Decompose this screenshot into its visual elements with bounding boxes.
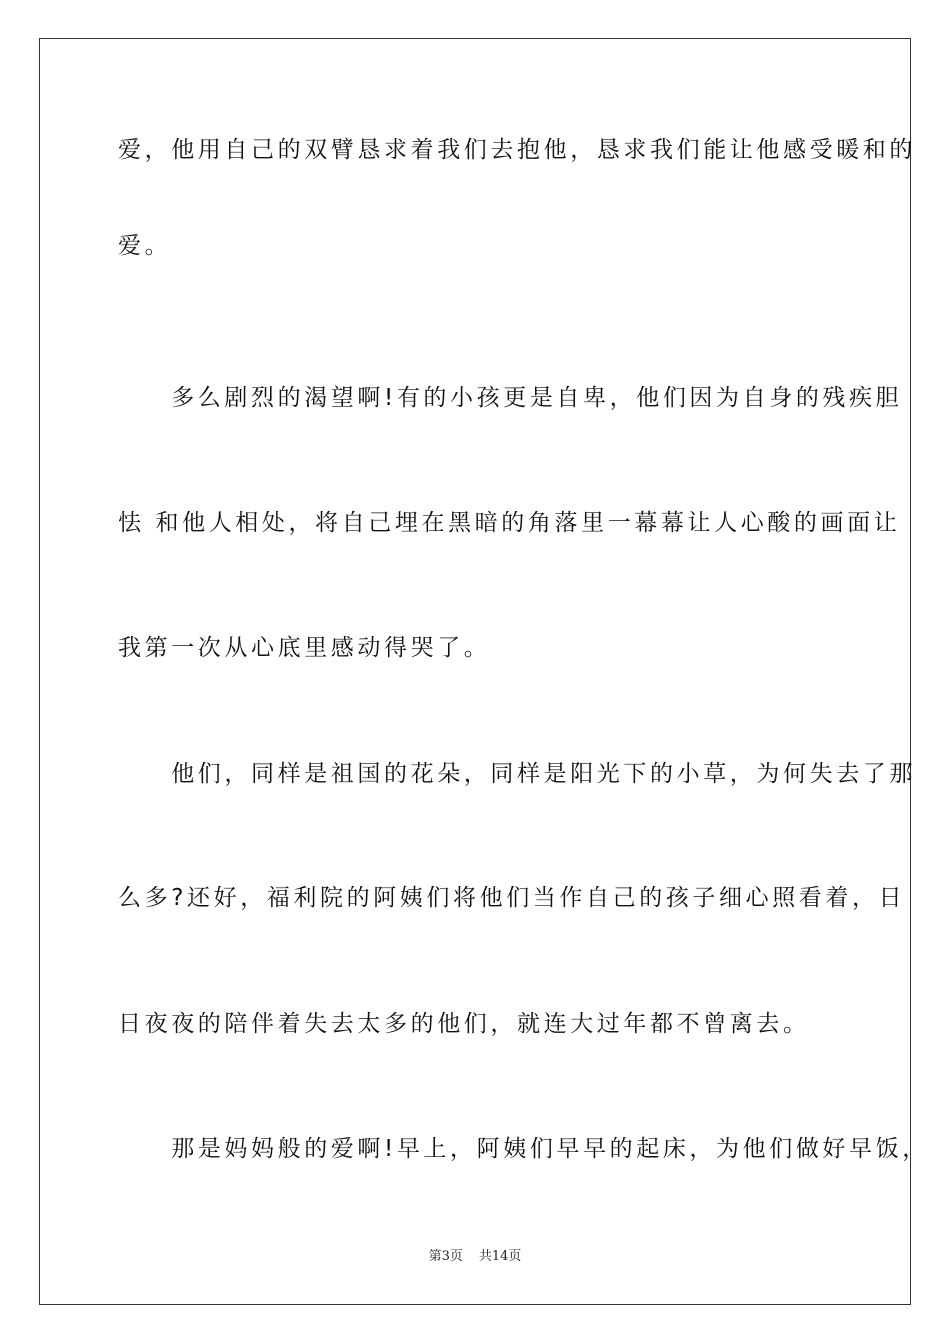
text-line: 他们，同样是祖国的花朵，同样是阳光下的小草，为何失去了那 <box>118 761 916 787</box>
text-line: 爱。 <box>118 233 172 259</box>
text-line: 日夜夜的陪伴着失去太多的他们，就连大过年都不曾离去。 <box>118 1011 810 1037</box>
text-line: 么多?还好，福利院的阿姨们将他们当作自己的孩子细心照看着，日 <box>118 885 906 911</box>
text-line: 多么剧烈的渴望啊!有的小孩更是自卑，他们因为自身的残疾胆 <box>118 385 903 411</box>
page-footer <box>0 1247 950 1267</box>
text-line: 怯 和他人相处，将自己埋在黑暗的角落里一幕幕让人心酸的画面让 <box>118 510 901 536</box>
text-line: 那是妈妈般的爱啊!早上，阿姨们早早的起床，为他们做好早饭， <box>118 1136 929 1162</box>
text-line: 我第一次从心底里感动得哭了。 <box>118 635 491 661</box>
text-line: 爱，他用自己的双臂恳求着我们去抱他，恳求我们能让他感受暖和的 <box>118 137 916 163</box>
page-number: 第3页 <box>428 1249 463 1264</box>
page-total: 共14页 <box>478 1249 522 1264</box>
